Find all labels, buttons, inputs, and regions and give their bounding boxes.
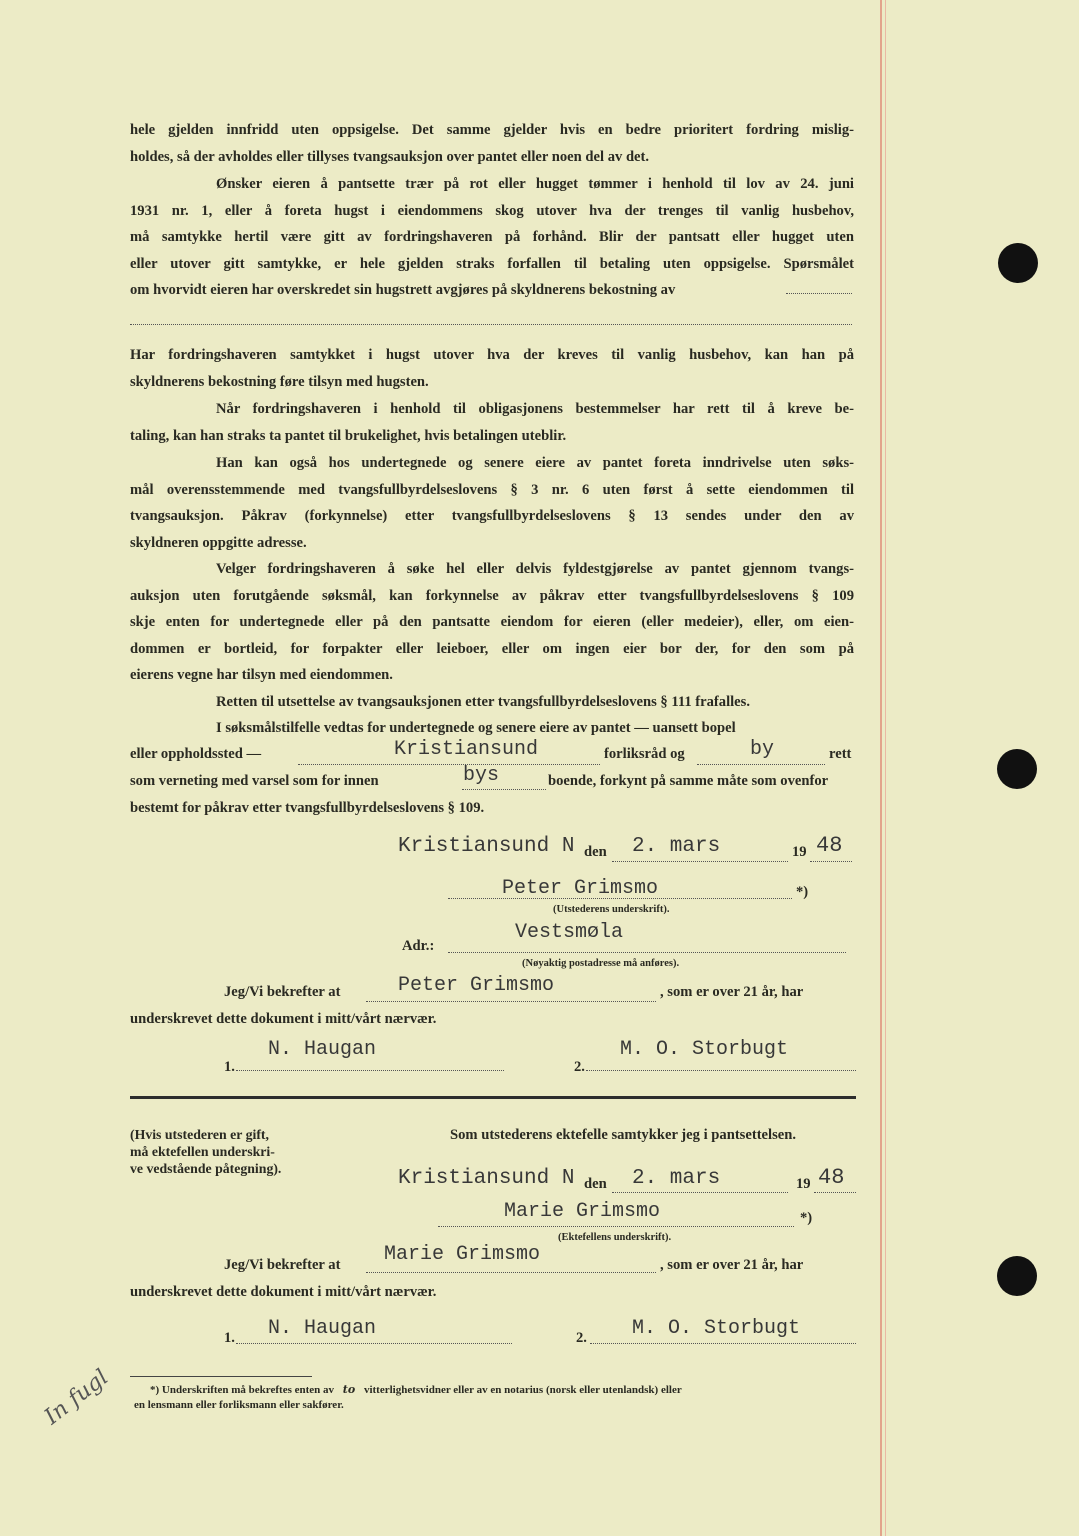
text-line: eierens vegne har tilsyn med eiendommen. — [130, 667, 393, 684]
witness-number-2: 2. — [576, 1330, 587, 1346]
witness-1-signature: N. Haugan — [268, 1317, 377, 1340]
spouse-year: 48 — [818, 1165, 845, 1190]
witness-confirmed-name: Peter Grimsmo — [398, 974, 555, 997]
spouse-note-line: (Hvis utstederen er gift, — [130, 1127, 269, 1142]
paragraph — [130, 342, 854, 395]
blank-line — [612, 1192, 788, 1193]
witness-prefix: Jeg/Vi bekrefter at — [224, 1257, 341, 1273]
paragraph — [130, 171, 854, 304]
venue-line3: bestemt for påkrav etter tvangsfullbyrdelseslovens § 109. — [130, 800, 485, 816]
witness-number-1: 1. — [224, 1330, 235, 1346]
sign-place: Kristiansund N — [398, 835, 575, 858]
sign-date: 2. mars — [632, 835, 721, 858]
sign-year-prefix: 19 — [792, 844, 807, 860]
text-line: auksjon uten forutgående søksmål, kan forkynnelse av påkrav etter tvangsfullbyrdelseslovens § 109 — [130, 587, 854, 604]
witness-2-signature: M. O. Storbugt — [632, 1317, 801, 1340]
spouse-signature-caption: (Ektefellens underskrift). — [558, 1232, 672, 1243]
punch-hole-bottom — [997, 1256, 1037, 1296]
spouse-note — [130, 1126, 281, 1177]
paragraph — [130, 450, 854, 556]
text-line: Retten til utsettelse av tvangsauksjonen etter tvangsfullbyrdelseslovens § 111 frafalles. — [216, 694, 750, 710]
footnote-rule — [130, 1376, 312, 1377]
text-line: mål overensstemmende med tvangsfullbyrdelseslovens § 3 nr. 6 uten først å sette eiendommen til — [130, 481, 854, 498]
paragraph — [130, 396, 854, 449]
text-line: Har fordringshaveren samtykket i hugst utover hva der kreves til vanlig husbehov, kan han på — [130, 347, 854, 363]
witness-confirmed-name: Marie Grimsmo — [384, 1243, 541, 1266]
blank-line — [814, 1192, 856, 1193]
witness-line2: underskrevet dette dokument i mitt/vårt nærvær. — [130, 1284, 437, 1300]
witness-1-signature: N. Haugan — [268, 1038, 377, 1061]
footnote-text: *) Underskriften må bekreftes enten av — [150, 1384, 335, 1396]
witness-number-2: 2. — [574, 1059, 585, 1075]
footnote-text: vitterlighetsvidner eller av en notarius (norsk eller utenlandsk) eller — [363, 1384, 682, 1396]
text-line: skyldnerens bekostning føre tilsyn med hugsten. — [130, 373, 429, 390]
section-separator — [130, 1096, 856, 1099]
signature-line — [438, 1226, 794, 1227]
text-line: Når fordringshaveren i henhold til obligasjonens bestemmelser har rett til å kreve be- — [216, 401, 854, 417]
venue-line2-suffix: boende, forkynt på samme måte som ovenfor — [548, 773, 829, 789]
blank-line — [786, 293, 852, 294]
witness-number-1: 1. — [224, 1059, 235, 1075]
address-line — [448, 952, 846, 953]
blank-line — [697, 764, 825, 765]
venue-place: Kristiansund — [394, 738, 539, 761]
signature-line — [236, 1343, 512, 1344]
witness-2-signature: M. O. Storbugt — [620, 1038, 789, 1061]
text-line: må samtykke hertil være gitt av fordringshaveren på forhånd. Blir der pantsatt eller hugget uten — [130, 229, 854, 246]
text-line: dommen er bortleid, for forpakter eller leieboer, eller om ingen eier bor der, for den som på — [130, 640, 854, 657]
text-line: skyldneren oppgitte adresse. — [130, 534, 307, 551]
venue-prefix: eller oppholdssted — — [130, 746, 262, 762]
paragraph — [130, 556, 854, 689]
margin-rule-secondary — [885, 0, 886, 1536]
margin-rule — [880, 0, 882, 1536]
blank-line — [462, 789, 546, 790]
blank-line — [612, 861, 788, 862]
footnote-marker: *) — [800, 1210, 813, 1226]
venue-within: bys — [463, 764, 500, 787]
text-line: eller utover gitt samtykke, er hele gjelden straks forfallen til betaling uten oppsigelse. Spørsmålet — [130, 255, 854, 272]
sign-den: den — [584, 844, 607, 860]
blank-line — [366, 1001, 656, 1002]
paragraph — [130, 689, 854, 716]
venue-mid: forliksråd og — [604, 746, 685, 762]
text-line: I søksmålstilfelle vedtas for undertegnede og senere eiere av pantet — uansett bopel — [216, 720, 736, 736]
text-line: holdes, så der avholdes eller tillyses tvangsauksjon over pantet eller noen del av det. — [130, 148, 650, 165]
punch-hole-top — [998, 243, 1038, 283]
signature-line — [236, 1070, 504, 1071]
spouse-note-line: ve vedstående påtegning). — [130, 1161, 282, 1176]
venue-line2-prefix: som verneting med varsel som for innen — [130, 773, 379, 789]
spouse-sign-den: den — [584, 1176, 607, 1192]
blank-line — [366, 1272, 656, 1273]
spouse-note-line: må ektefellen underskri- — [130, 1144, 275, 1159]
address-label: Adr.: — [402, 938, 435, 954]
text-line: om hvorvidt eieren har overskredet sin hugstrett avgjøres på skyldnerens bekostning av — [130, 282, 676, 299]
footnote-marker: *) — [796, 884, 809, 900]
witness-prefix: Jeg/Vi bekrefter at — [224, 984, 341, 1000]
signature-line — [590, 1343, 856, 1344]
sign-year: 48 — [816, 833, 843, 858]
issuer-address: Vestsmøla — [515, 921, 624, 944]
spouse-signature: Marie Grimsmo — [504, 1200, 661, 1223]
blank-line — [298, 764, 600, 765]
venue-suffix: rett — [829, 746, 852, 762]
issuer-signature: Peter Grimsmo — [502, 877, 659, 900]
footnote-handwritten-number: to — [342, 1383, 356, 1396]
address-caption: (Nøyaktig postadresse må anføres). — [522, 958, 680, 969]
spouse-sign-place: Kristiansund N — [398, 1167, 575, 1190]
margin-handwriting: In fugl — [40, 1365, 114, 1430]
text-line: skje enten for undertegnede eller på den pantsatte eiendom for eieren (eller medeier), eller, om eien- — [130, 614, 854, 631]
venue-court: by — [750, 738, 775, 761]
witness-suffix: , som er over 21 år, har — [660, 1257, 804, 1273]
blank-line — [810, 861, 852, 862]
text-line: taling, kan han straks ta pantet til brukelighet, hvis betalingen uteblir. — [130, 427, 567, 444]
text-line: Han kan også hos undertegnede og senere eiere av pantet foreta inndrivelse uten søks- — [216, 455, 854, 471]
text-line: 1931 nr. 1, eller å foreta hugst i eiendommens skog utover hva der trenges til vanlig husbehov, — [130, 202, 854, 219]
issuer-signature-caption: (Utstederens underskrift). — [553, 904, 670, 915]
paragraph — [130, 117, 854, 170]
spouse-sign-date: 2. mars — [632, 1167, 721, 1190]
signature-line — [586, 1070, 856, 1071]
text-line: tvangsauksjon. Påkrav (forkynnelse) etter tvangsfullbyrdelseslovens § 13 sendes under den av — [130, 508, 854, 525]
spouse-year-prefix: 19 — [796, 1176, 811, 1192]
text-line: hele gjelden innfridd uten oppsigelse. Det samme gjelder hvis en bedre prioritert fordring mislig- — [130, 122, 854, 138]
text-line: Ønsker eieren å pantsette trær på rot eller hugget tømmer i henhold til lov av 24. juni — [216, 176, 854, 192]
text-line: Velger fordringshaveren å søke hel eller delvis fyldestgjørelse av pantet gjennom tvangs- — [216, 561, 854, 577]
footnote-line-1 — [150, 1383, 682, 1396]
witness-line2: underskrevet dette dokument i mitt/vårt nærvær. — [130, 1011, 437, 1027]
spouse-consent: Som utstederens ektefelle samtykker jeg i pantsettelsen. — [450, 1127, 797, 1143]
punch-hole-middle — [997, 749, 1037, 789]
blank-line — [130, 324, 852, 325]
footnote-line-2: en lensmann eller forliksmann eller sakfører. — [134, 1399, 344, 1411]
witness-suffix: , som er over 21 år, har — [660, 984, 804, 1000]
